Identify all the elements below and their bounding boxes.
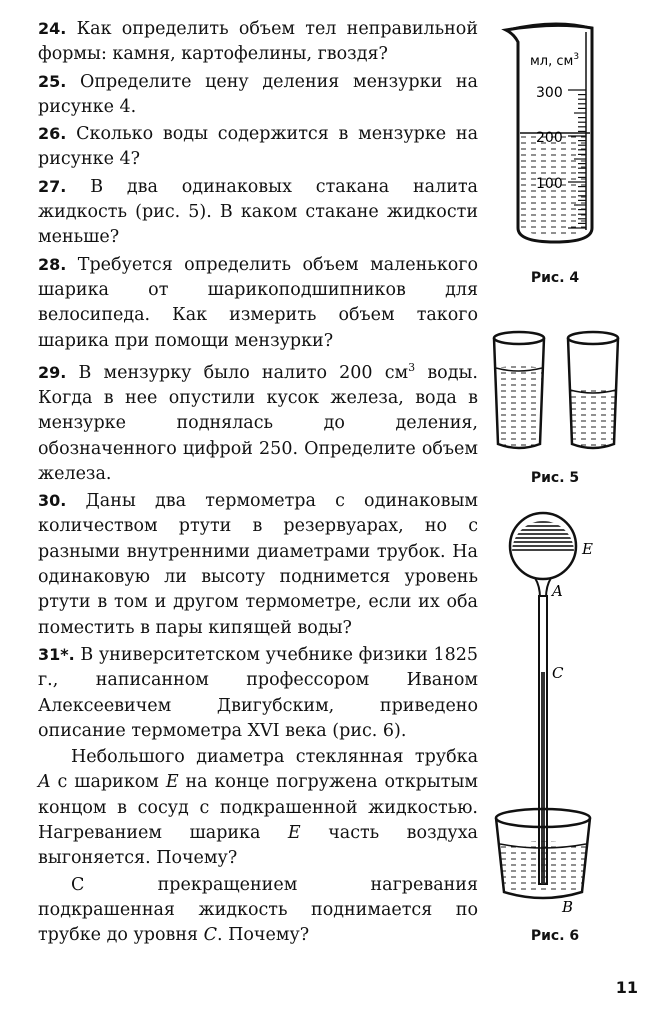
problem-29 — [38, 355, 478, 487]
problem-number: 25. — [38, 71, 67, 91]
problem-number: 26. — [38, 124, 67, 144]
problem-25 — [38, 69, 478, 121]
problem-number: 30. — [38, 491, 67, 511]
figure-5-two-glasses — [490, 328, 640, 456]
problem-27 — [38, 174, 478, 251]
page-number: 11 — [615, 978, 638, 997]
label-c: C — [552, 664, 564, 682]
right-glass-rim — [568, 332, 618, 344]
text-run: С прекращением нагревания подкрашенная жидкость поднимается по трубке до уровня — [38, 874, 478, 946]
scale-label-100: 100 — [536, 176, 563, 192]
figure-4-measuring-cylinder — [500, 20, 610, 260]
scale-label-200: 200 — [536, 130, 563, 146]
problem-text-part-b: воды. Когда в нее опустили кусок железа, вода в мензурке поднялась до деления, обозначенного цифрой 250. Определите объем железа. — [38, 362, 478, 484]
problem-31 — [38, 642, 478, 744]
text-run: на конце погружена открытым концом в сосуд с подкрашенной жидкостью. Нагреванием шарика — [38, 772, 478, 844]
text-run: . Почему? — [217, 925, 310, 946]
problem-text: Требуется определить объем маленького шарика от шарикоподшипников для велосипеда. Как измерить объем такого шарика при помощи мензурки? — [38, 254, 478, 351]
problem-24 — [38, 16, 478, 68]
figure-6-air-thermometer — [490, 508, 620, 916]
superscript: 3 — [408, 360, 416, 374]
label-c: C — [203, 925, 217, 946]
right-glass-water — [570, 388, 616, 447]
problem-28 — [38, 252, 478, 354]
label-a: A — [552, 582, 563, 600]
label-e: E — [165, 772, 179, 793]
problem-31-paragraph-2 — [38, 745, 478, 871]
problem-text-column — [38, 16, 478, 949]
problem-31-paragraph-3 — [38, 873, 478, 949]
problem-number: 29. — [38, 362, 67, 382]
problem-30 — [38, 488, 478, 641]
unit-label: мл, $см^3$ — [530, 52, 580, 69]
figure-4-caption: Рис. 4 — [530, 270, 580, 286]
problem-text-part-a: В мензурку было налито 200 см — [78, 362, 409, 383]
problem-text: В два одинаковых стакана налита жидкость (рис. 5). В каком стакане жидкости меньше? — [38, 176, 478, 248]
label-e: E — [582, 540, 593, 558]
scale-label-300: 300 — [536, 85, 563, 101]
text-run: часть воздуха выгоняется. Почему? — [38, 823, 478, 869]
label-a: A — [38, 772, 51, 793]
problem-text: В университетском учебнике физики 1825 г., написанном профессором Иваном Алексеевичем Двигубским, приведено описание термометра XVI века (рис. 6). — [38, 644, 478, 741]
label-b: B — [562, 898, 574, 916]
text-run: с шариком — [50, 772, 166, 793]
problem-number: 24. — [38, 19, 67, 38]
vessel-water — [500, 841, 586, 894]
figure-6-caption: Рис. 6 — [530, 928, 580, 944]
problem-text: Определите цену деления мензурки на рисунке 4. — [38, 71, 478, 117]
problem-number: 31*. — [38, 644, 75, 664]
problem-text: Даны два термометра с одинаковым количеством ртути в резервуарах, но с разными внутренними диаметрами трубок. На одинаковую ли высоту поднимется уровень ртути в том и другом термометре, если их оба поместить в пары кипящей воды? — [38, 491, 478, 638]
problem-text: Сколько воды содержится в мензурке на рисунке 4? — [38, 124, 478, 170]
left-glass-water — [496, 366, 542, 447]
problem-26 — [38, 121, 478, 173]
problem-text: Как определить объем тел неправильной формы: камня, картофелины, гвоздя? — [38, 19, 478, 65]
label-e: E — [287, 823, 301, 844]
left-glass-rim — [494, 332, 544, 344]
text-run: Небольшого диаметра стеклянная трубка — [71, 747, 478, 768]
problem-number: 28. — [38, 254, 67, 274]
problem-number: 27. — [38, 176, 67, 196]
figure-5-caption: Рис. 5 — [530, 470, 580, 486]
